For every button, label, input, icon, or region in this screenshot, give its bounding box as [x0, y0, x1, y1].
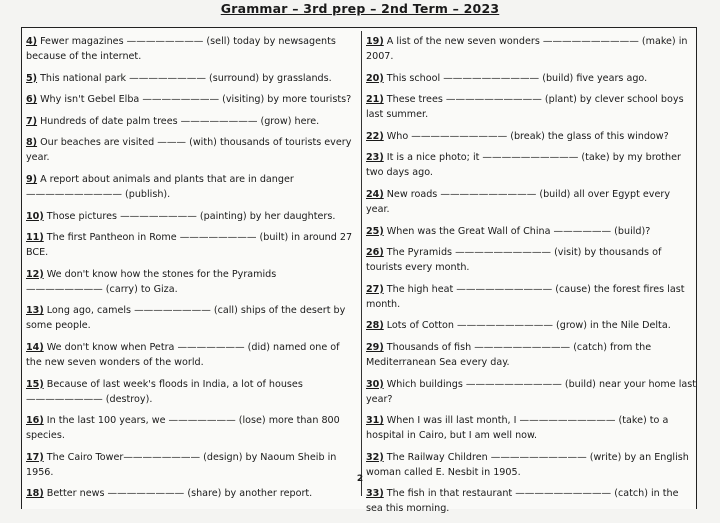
- question-item: [366, 318, 696, 333]
- question-number: 30): [366, 378, 384, 390]
- question-item: [366, 71, 696, 86]
- question-text: Why isn't Gebel Elba ———————— (visiting) by more tourists?: [40, 94, 352, 106]
- question-item: [26, 34, 356, 64]
- question-text: Who —————————— (break) the glass of this window?: [386, 130, 669, 142]
- question-number: 21): [366, 94, 384, 106]
- question-number: 14): [26, 341, 44, 353]
- question-text: Our beaches are visited ——— (with) thousands of tourists every year.: [26, 137, 352, 164]
- question-item: [366, 413, 696, 443]
- question-number: 27): [366, 283, 384, 295]
- question-text: The first Pantheon in Rome ———————— (built) in around 27 BCE.: [26, 232, 353, 259]
- question-number: 33): [366, 488, 384, 500]
- question-number: 4): [26, 36, 38, 47]
- question-item: [26, 230, 356, 260]
- question-text: The Railway Children —————————— (write) by an English woman called E. Nesbit in 1905.: [366, 451, 689, 478]
- question-item: [366, 129, 696, 144]
- question-number: 15): [26, 378, 44, 390]
- question-number: 23): [366, 152, 384, 164]
- question-number: 16): [26, 415, 44, 427]
- left-column: [26, 34, 356, 508]
- question-number: 13): [26, 305, 44, 317]
- question-item: [366, 377, 696, 407]
- question-text: Those pictures ———————— (painting) by her daughters.: [46, 210, 336, 222]
- question-item: [26, 135, 356, 165]
- question-number: 18): [26, 488, 44, 500]
- question-text: Thousands of fish —————————— (catch) from the Mediterranean Sea every day.: [366, 341, 652, 368]
- question-item: [26, 267, 356, 297]
- question-text: When I was ill last month, I —————————— (take) to a hospital in Cairo, but I am well now.: [366, 415, 669, 442]
- question-text: In the last 100 years, we ——————— (lose) more than 800 species.: [26, 415, 340, 442]
- question-text: Long ago, camels ———————— (call) ships of the desert by some people.: [26, 305, 346, 332]
- question-number: 22): [366, 130, 384, 142]
- right-column: [366, 34, 696, 523]
- question-number: 24): [366, 188, 384, 200]
- question-item: [26, 172, 356, 202]
- question-number: 20): [366, 72, 384, 84]
- question-item: [366, 150, 696, 180]
- question-item: [366, 92, 696, 122]
- question-number: 32): [366, 451, 384, 463]
- question-item: [26, 340, 356, 370]
- question-text: Better news ———————— (share) by another report.: [46, 488, 313, 500]
- question-text: Lots of Cotton —————————— (grow) in the Nile Delta.: [386, 320, 671, 332]
- question-number: 31): [366, 415, 384, 427]
- question-number: 5): [26, 72, 38, 84]
- question-text: This national park ———————— (surround) by grasslands.: [40, 72, 332, 84]
- question-text: Because of last week's floods in India, a lot of houses ———————— (destroy).: [26, 378, 303, 405]
- question-text: A report about animals and plants that are in danger—————————— (publish).: [26, 173, 294, 200]
- question-item: [366, 224, 696, 239]
- question-number: 28): [366, 320, 384, 332]
- question-text: Hundreds of date palm trees ———————— (grow) here.: [40, 115, 320, 127]
- question-text: When was the Great Wall of China —————— (build)?: [386, 225, 651, 237]
- question-item: [366, 282, 696, 312]
- question-text: A list of the new seven wonders —————————— (make) in 2007.: [366, 36, 688, 62]
- question-number: 10): [26, 210, 44, 222]
- question-number: 29): [366, 341, 384, 353]
- question-number: 17): [26, 451, 44, 463]
- question-item: [26, 71, 356, 86]
- question-text: Fewer magazines ———————— (sell) today by newsagents because of the internet.: [26, 36, 336, 62]
- question-number: 9): [26, 173, 38, 185]
- question-number: 12): [26, 268, 44, 280]
- question-number: 7): [26, 115, 38, 127]
- question-item: [366, 187, 696, 217]
- question-text: These trees —————————— (plant) by clever school boys last summer.: [366, 94, 684, 121]
- question-text: The Pyramids —————————— (visit) by thousands of tourists every month.: [366, 247, 662, 274]
- worksheet-frame: [21, 27, 697, 515]
- question-number: 25): [366, 225, 384, 237]
- question-item: [366, 486, 696, 516]
- question-item: [366, 245, 696, 275]
- question-item: [366, 340, 696, 370]
- question-text: New roads —————————— (build) all over Egypt every year.: [366, 188, 670, 215]
- question-item: [366, 34, 696, 64]
- question-text: We don't know when Petra ——————— (did) named one of the new seven wonders of the world.: [26, 341, 340, 368]
- question-text: The fish in that restaurant —————————— (catch) in the sea this morning.: [366, 488, 679, 515]
- question-item: [26, 486, 356, 501]
- question-number: 6): [26, 94, 38, 106]
- question-text: It is a nice photo; it —————————— (take) by my brother two days ago.: [366, 152, 681, 179]
- question-item: [26, 92, 356, 107]
- page-number: 2: [356, 474, 364, 484]
- question-text: We don't know how the stones for the Pyramids ———————— (carry) to Giza.: [26, 268, 277, 295]
- question-item: [26, 413, 356, 443]
- question-item: [26, 209, 356, 224]
- page-title: Grammar – 3rd prep – 2nd Term – 2023: [220, 1, 500, 16]
- question-item: [26, 114, 356, 129]
- question-number: 26): [366, 247, 384, 259]
- question-text: The high heat —————————— (cause) the forest fires last month.: [366, 283, 685, 310]
- question-text: This school —————————— (build) five years ago.: [386, 72, 648, 84]
- question-number: 19): [366, 36, 384, 47]
- question-text: The Cairo Tower———————— (design) by Naoum Sheib in 1956.: [26, 451, 337, 478]
- question-item: [26, 377, 356, 407]
- question-text: Which buildings —————————— (build) near your home last year?: [366, 378, 697, 405]
- question-item: [26, 303, 356, 333]
- question-number: 8): [26, 137, 38, 149]
- question-number: 11): [26, 232, 44, 244]
- column-divider: [361, 31, 362, 496]
